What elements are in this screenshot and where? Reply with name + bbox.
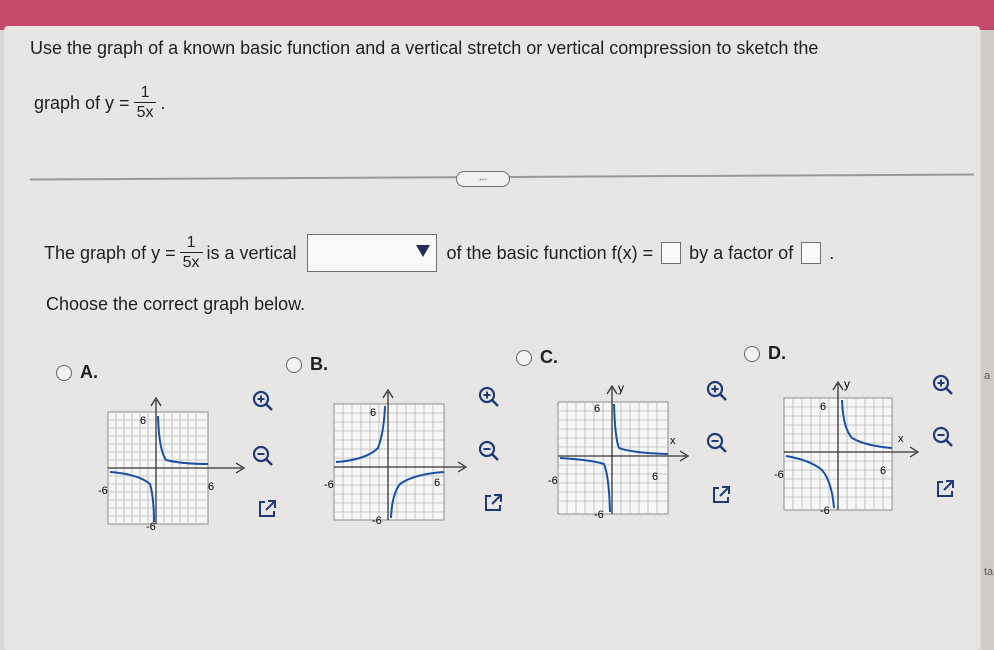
right-edge-strip <box>982 30 994 650</box>
external-link-icon <box>256 498 278 520</box>
answer-statement <box>44 234 834 272</box>
external-link-icon <box>482 492 504 514</box>
question-suffix: . <box>160 92 166 113</box>
statement-prefix: The graph of y = <box>44 242 176 263</box>
graph-c-label-neg6: -6 <box>548 475 558 487</box>
graph-a-label-6: 6 <box>140 415 147 427</box>
graph-c-label-6: 6 <box>594 403 601 415</box>
graph-c-open-button[interactable] <box>708 482 734 508</box>
option-c-label: C. <box>540 347 558 367</box>
zoom-out-icon <box>705 431 729 455</box>
graph-c-label-neg6y: -6 <box>594 509 604 521</box>
option-d-label: D. <box>768 343 786 363</box>
graph-d-open-button[interactable] <box>932 476 958 502</box>
graph-c <box>546 376 694 522</box>
option-d[interactable] <box>744 343 786 364</box>
question-line-1: Use the graph of a known basic function and a vertical stretch or vertical compression to sketch the <box>30 38 819 58</box>
zoom-in-icon <box>931 373 955 397</box>
option-a[interactable] <box>56 362 98 383</box>
choose-instruction: Choose the correct graph below. <box>46 294 306 314</box>
zoom-out-icon <box>251 444 275 468</box>
statement-end: . <box>829 242 835 263</box>
graph-c-zoom-in-button[interactable] <box>704 378 730 404</box>
question-line-2 <box>34 84 166 122</box>
graph-d-label-neg6: -6 <box>774 469 784 481</box>
graph-c-zoom-out-button[interactable] <box>704 430 730 456</box>
graph-b <box>322 382 472 528</box>
graph-d <box>772 370 922 516</box>
graph-b-label-neg6: -6 <box>324 479 334 491</box>
zoom-in-icon <box>477 385 501 409</box>
graph-c-label-y: y <box>618 381 624 395</box>
edge-text-1: a <box>984 370 991 382</box>
question-fraction <box>134 84 157 122</box>
external-link-icon <box>710 484 732 506</box>
graph-b-zoom-in-button[interactable] <box>476 384 502 410</box>
option-c-radio[interactable] <box>516 350 532 366</box>
graph-d-label-x: x <box>898 433 904 445</box>
statement-denominator: 5x <box>180 252 203 272</box>
statement-fraction <box>180 234 203 272</box>
edge-text-2: ta <box>984 566 994 578</box>
graph-d-label-6: 6 <box>820 401 827 413</box>
fraction-denominator: 5x <box>134 102 157 122</box>
graph-b-label-neg6y: -6 <box>372 515 382 527</box>
graph-c-label-6x: 6 <box>652 471 659 483</box>
graph-b-open-button[interactable] <box>480 490 506 516</box>
zoom-in-icon <box>251 389 275 413</box>
statement-by-factor: by a factor of <box>689 242 794 263</box>
option-a-radio[interactable] <box>56 365 72 381</box>
external-link-icon <box>934 478 956 500</box>
statement-middle: is a vertical <box>206 242 297 263</box>
graph-a-zoom-out-button[interactable] <box>250 443 276 469</box>
question-prefix: graph of y = <box>34 92 130 113</box>
graph-a-label-6x: 6 <box>208 481 215 493</box>
graph-d-zoom-in-button[interactable] <box>930 372 956 398</box>
graph-a-label-neg6: -6 <box>98 485 108 497</box>
dropdown-arrow-icon <box>416 245 430 257</box>
option-b[interactable] <box>286 354 328 375</box>
graph-a <box>96 388 252 534</box>
graph-a-open-button[interactable] <box>254 496 280 522</box>
graph-a-label-neg6y: -6 <box>146 521 156 533</box>
graph-c-grid-box <box>558 402 668 514</box>
option-c[interactable] <box>516 347 558 368</box>
zoom-out-icon <box>477 439 501 463</box>
graph-d-label-6x: 6 <box>880 465 887 477</box>
zoom-in-icon <box>705 379 729 403</box>
graph-d-label-neg6y: -6 <box>820 505 830 516</box>
graph-d-label-y: y <box>844 377 850 391</box>
fraction-numerator: 1 <box>140 84 150 101</box>
zoom-out-icon <box>931 425 955 449</box>
statement-basic-function: of the basic function f(x) = <box>446 242 654 263</box>
graph-a-zoom-in-button[interactable] <box>250 388 276 414</box>
basic-function-input[interactable] <box>661 242 681 264</box>
option-d-radio[interactable] <box>744 346 760 362</box>
statement-numerator: 1 <box>186 234 196 251</box>
graph-d-zoom-out-button[interactable] <box>930 424 956 450</box>
option-a-label: A. <box>80 362 98 382</box>
graph-c-label-x: x <box>670 435 676 447</box>
expand-more-button[interactable]: ... <box>456 171 510 187</box>
graph-b-label-6x: 6 <box>434 477 441 489</box>
stretch-compression-dropdown[interactable] <box>307 234 437 272</box>
graph-b-label-6: 6 <box>370 407 377 419</box>
option-b-label: B. <box>310 354 328 374</box>
factor-input[interactable] <box>801 242 821 264</box>
option-b-radio[interactable] <box>286 357 302 373</box>
graph-b-zoom-out-button[interactable] <box>476 438 502 464</box>
